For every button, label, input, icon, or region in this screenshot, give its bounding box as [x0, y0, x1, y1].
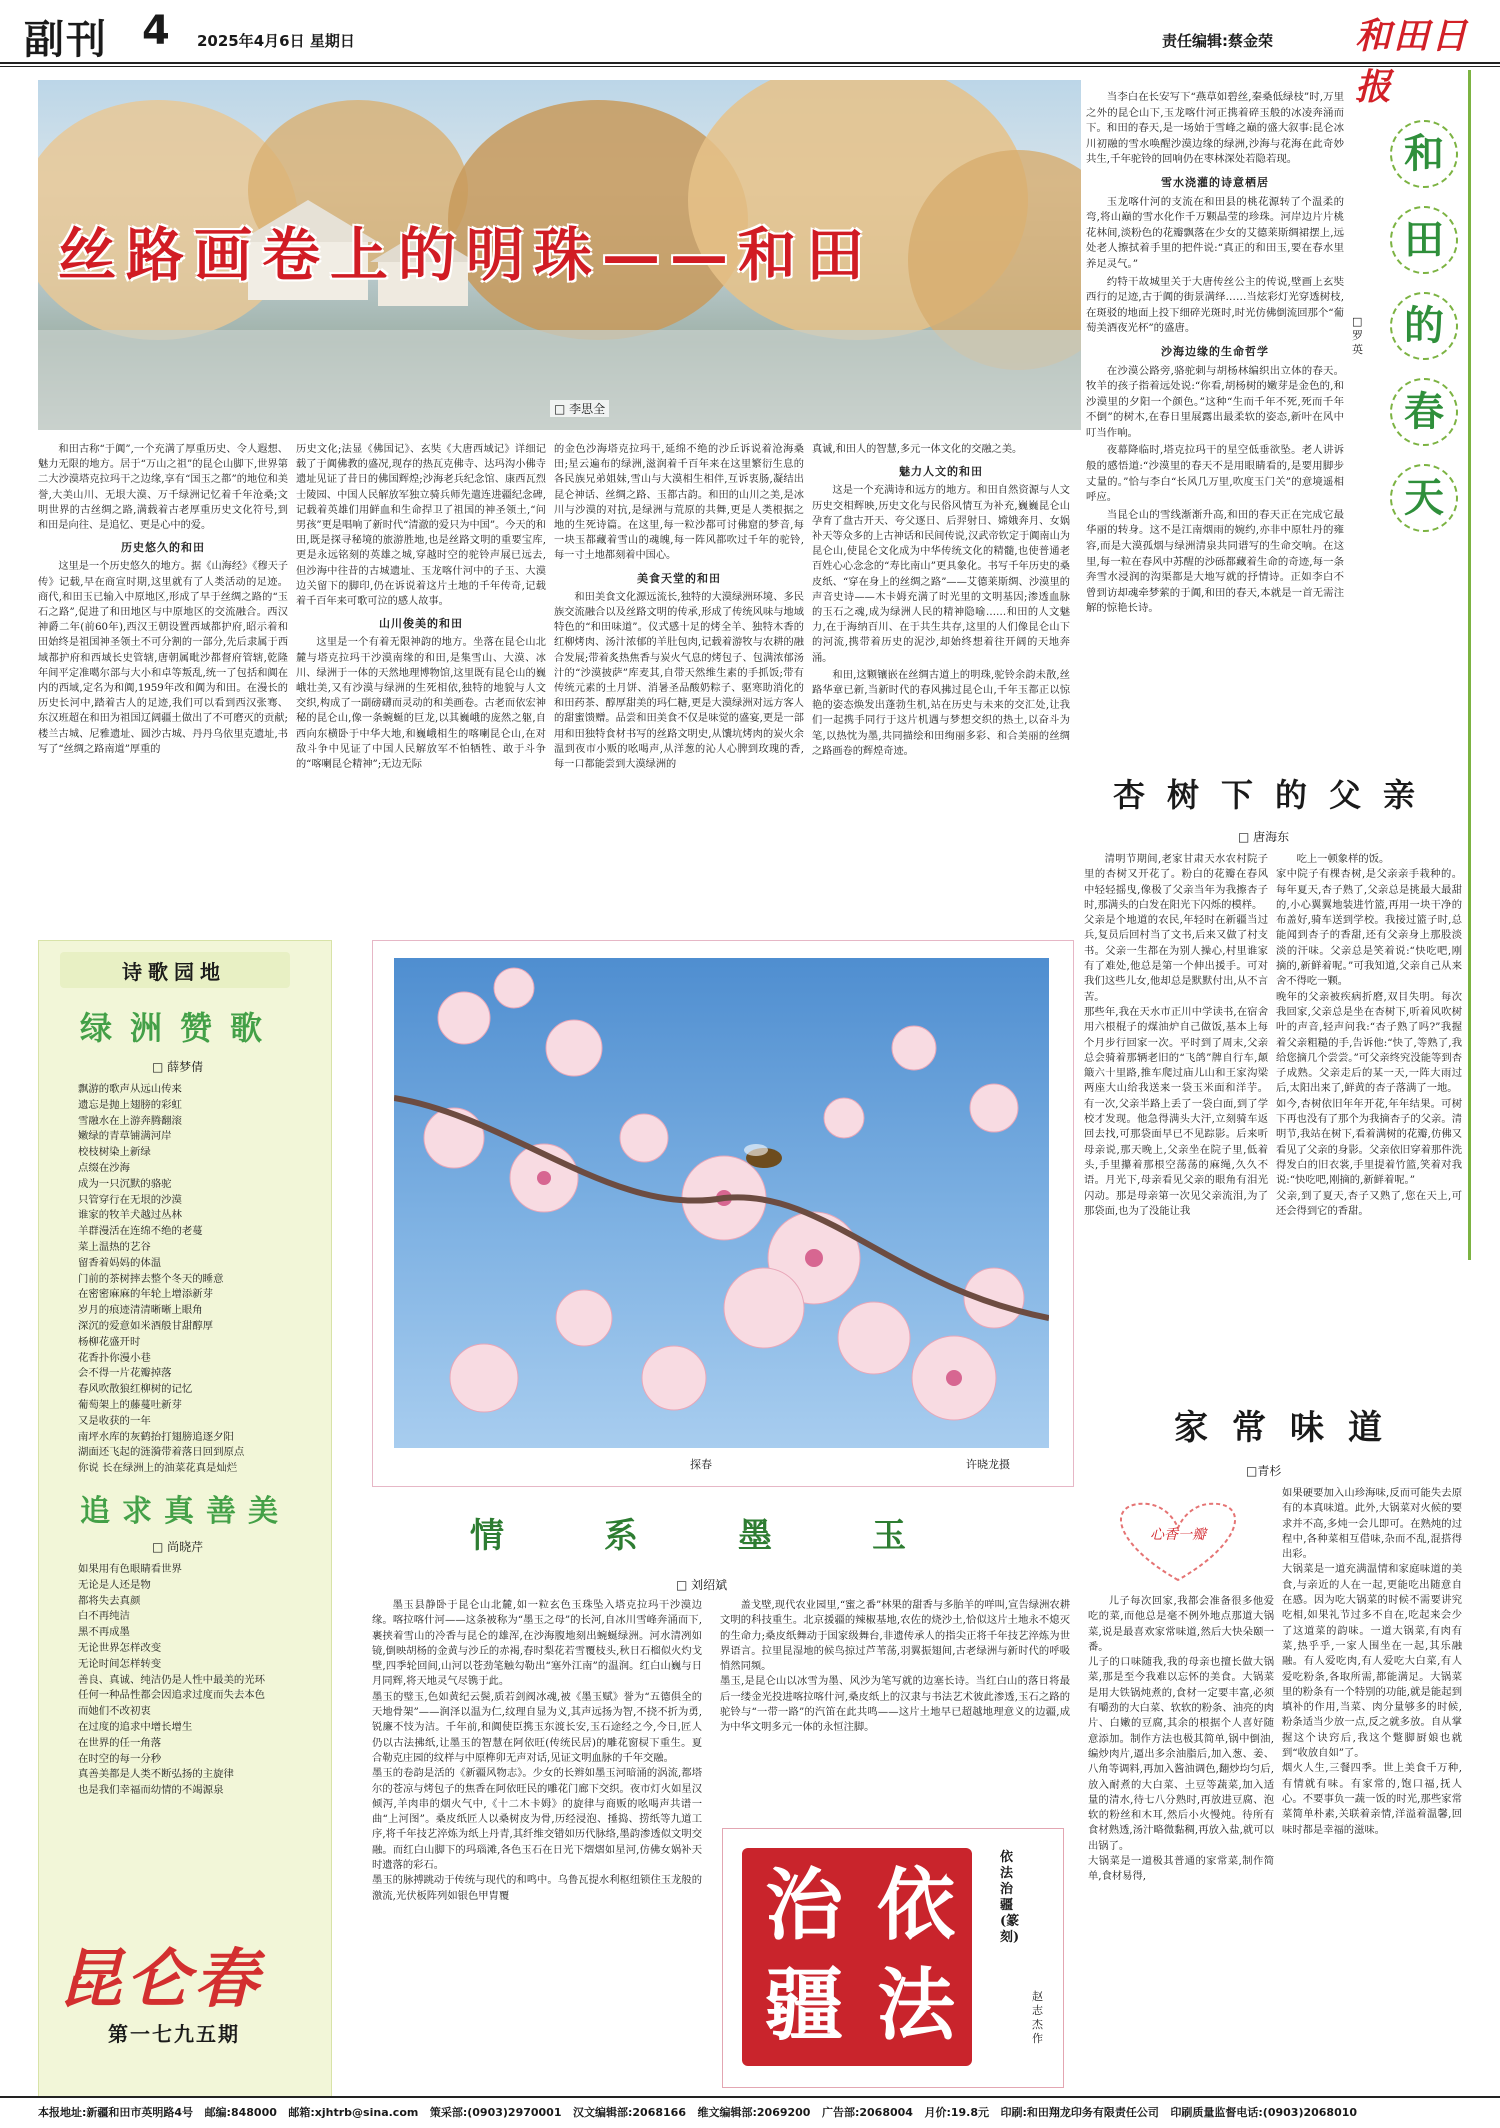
poem-line: 只管穿行在无垠的沙漠	[78, 1193, 182, 1206]
home-badge-text: 心香一瓣	[1150, 1527, 1206, 1543]
seal-char: 依	[876, 1860, 955, 1951]
poem-line: 你说 长在绿洲上的油菜花真是灿烂	[78, 1462, 238, 1475]
poem-line: 湖面还飞起的涟漪带着落日回到原点	[78, 1446, 245, 1459]
issue-number: 第一七九五期	[108, 2022, 240, 2046]
footer-tel1: 策采部:(0903)2970001	[429, 2106, 562, 2119]
poem-line: 黑不再成墨	[78, 1626, 130, 1639]
photo-credit: 许晓龙摄	[966, 1458, 1010, 1471]
jade-title-char: 情	[470, 1516, 504, 1556]
footer-printer: 印刷:和田翔龙印务有限责任公司	[1000, 2106, 1159, 2119]
blossom-photo	[394, 958, 1049, 1448]
father-title: 杏树下的父亲	[1112, 776, 1437, 814]
main-subhead-scenery: 山川俊美的和田	[379, 617, 463, 631]
footer-info	[38, 2104, 1468, 2120]
jade-col-right: 盖戈壁,现代农业园里,“蜜之番”林果的甜香与多胎羊的咩叫,宣告绿洲农耕文明的科技重生。北京援疆的辣椒基地,农佐的烧沙土,恰似这片土地永不熄灭的生命力;桑皮纸舞动于国家级舞台,非遗传承人的指尖正将千年技艺淬炼为世界语言。拉里昆湿地的候鸟掠过芦苇荡,羽翼振翅间,古老绿洲与新时代的呼吸悄然同频。 墨玉,是昆仑山以冰雪为墨、风沙为笔写就的边塞长诗。当红白山的落日将最后一缕金光投进喀拉喀什河,桑皮纸上的汉隶与书法艺术彼此渗透,玉石之路的驼铃与“一带一路”的汽笛在此共鸣——这片土地早已超越地理意义的边疆,成为中华文明多元一体的永恒注脚。	[720, 1599, 1070, 1734]
spring-article-text: 当李白在长安写下“燕草如碧丝,秦桑低绿枝”时,万里之外的昆仑山下,玉龙喀什河正携着碎玉般的冰凌奔涌而下。和田的春天,是一场始于雪峰之巅的盛大叙事:昆仑冰川初融的雪水唤醒沙漠边缘的绿洲,沙海与花海在此奇妙共生,千年驼铃的回响仍在枣林深处若隐若现。 雪水浇灌的诗意栖居 玉龙喀什河的支流在和田县的桃花源转了个温柔的弯,将山巅的雪水化作千万颗晶莹的珍珠。河岸边片片桃花林间,淡粉色的花瓣飘落在少女的艾德莱斯绸裙摆上,远处老人擦拭着手里的把件说:“真正的和田玉,要在春水里养足灵气。” 约特干故城里关于大唐传丝公主的传说,壁画上玄奘西行的足迹,古于阗的街景满绎……当炫彩灯光穿透树枝,在斑驳的地面上投下细碎光斑时,时光仿佛倒流回那个“葡萄美酒夜光杯”的盛唐。 沙海边缘的生命哲学 在沙漠公路旁,骆驼刺与胡杨林编织出立体的春天。牧羊的孩子指着远处说:“你看,胡杨树的嫩芽是金色的,和沙漠里的夕阳一个颜色。”这种“生而千年不死,死而千年不倒”的树木,在春日里展露出最柔软的姿态,新叶在风中叮当作响。 夜幕降临时,塔克拉玛干的星空低垂欲坠。老人讲诉般的感悟道:“沙漠里的春天不是用眼睛看的,是要用脚步丈量的。”恰与李白“长风几万里,吹度玉门关”的意境遥相呼应。 当昆仑山的雪线渐渐升高,和田的春天正在完成它最华丽的转身。这不是江南烟雨的婉约,亦非中原牡丹的雍容,而是大漠孤烟与绿洲清泉共同谱写的生命交响。在这里,每一粒在春风中苏醒的沙砾都藏着生命的奇迹,每一条奔雪水浸润的沟渠都是大地写就的抒情诗。正如李白不曾到访却魂牵梦萦的于阗,和田的春天,本就是一首无需注解的惊艳长诗。	[1086, 91, 1344, 615]
father-col-left: 清明节期间,老家甘肃天水农村院子里的杏树又开花了。粉白的花瓣在春风中轻轻摇曳,像极了父亲当年为我擦杏子时,那满头的白发在阳光下闪烁的模样。 父亲是个地道的农民,年轻时在新疆当过兵,复员后回村当了文书,后来又做了村支书。父亲一生都在为别人操心,村里谁家有了难处,他总是第一个伸出援手。可对我们这些儿女,他却总是默默付出,从不言苦。 那些年,我在天水市正川中学读书,在宿舍用六根棍子的煤油炉自己做饭,基本上每个月步行回家一次。平时到了周末,父亲总会骑着那辆老旧的“飞鸽”牌自行车,颠簸六十里路,推车爬过庙儿山和王家沟梁两座大山给我送来一袋玉米面和洋芋。有一次,父亲半路上丢了一袋白面,到了学校才发现。他急得满头大汗,立刻骑车返回去找,可那袋面早已不见踪影。后来听母亲说,那天晚上,父亲坐在院子里,低着头,手里攥着那根空荡荡的麻绳,久久不语。月光下,母亲看见父亲的眼角有泪光闪动。那是母亲第一次见父亲流泪,为了那袋面,也为了没能让我	[1084, 853, 1268, 1217]
spring-title-char: 的	[1390, 292, 1458, 360]
masthead	[0, 0, 1500, 108]
seal-caption: 依法治疆(篆刻)	[1000, 1850, 1020, 1945]
footer-tel2: 汉文编辑部:2068166	[573, 2106, 686, 2119]
spring-subhead-2: 沙海边缘的生命哲学	[1161, 344, 1269, 358]
spring-title-char: 田	[1390, 206, 1458, 274]
poem1-author: □ 薛梦倩	[152, 1060, 204, 1074]
footer-email: 邮箱:xjhtrb@sina.com	[288, 2106, 419, 2119]
jade-title-char: 墨	[738, 1516, 772, 1556]
main-article-col3: 的金色沙海塔克拉玛干,延绵不绝的沙丘诉说着沧海桑田;星云遍布的绿洲,滋润着千百年来在这里繁衍生息的各民族兄弟姐妹,雪山与大漠相生相伴,互诉衷肠,凝结出昆仑神话、丝绸之路、玉都古韵。和田的山川之美,是冰川与沙漠的对抗,是绿洲与荒原的共舞,更是人类根据之地的生死诗篇。在这里,每一粒沙都可讨佛窟的梦音,每一块玉都藏着雪山的魂魄,每一阵风都吹过千年的驼铃,每一寸土地都刻着中国心。 美食天堂的和田 和田美食文化源远流长,独特的大漠绿洲环境、多民族交流融合以及丝路文明的传承,形成了传统风味与地域特色的“和田味道”。仪式感十足的烤全羊、独特木香的红柳烤肉、汤汁浓郁的羊肚包肉,记载着游牧与农耕的融合发展;带着炙热焦香与炭火气息的烤包子、包满浓郁汤汁的“沙漠披萨”库麦其,自带天然维生素的手抓饭;带有传统元素的土月饼、消暑圣品酸奶粽子、驱寒助消化的和田药茶、醇厚甜美的玛仁糖,更是大漠绿洲对远方客人的甜蜜馈赠。品尝和田美食不仅是味觉的盛宴,更是一部用和田独特食材书写的丝路文明史,从馕坑烤肉的炭火余温到夜市小贩的吆喝声,从洋葱的沁人心脾到玫瑰的香,每一口都能尝到大漠绿洲的	[554, 444, 804, 771]
poem-line: 葡萄架上的藤蔓吐新芽	[78, 1398, 182, 1411]
jade-title-char: 玉	[872, 1516, 906, 1556]
poem2-body	[78, 1562, 318, 1799]
poem-line: 白不再纯洁	[78, 1610, 130, 1623]
footer-postcode: 邮编:848000	[204, 2106, 277, 2119]
poem-line: 飘游的歌声从远山传来	[78, 1083, 182, 1095]
poem-line: 点缀在沙海	[78, 1161, 130, 1174]
poem-line: 又是收获的一年	[78, 1414, 151, 1427]
poem-line: 任何一种品性都会因追求过度而失去本色	[78, 1689, 266, 1702]
poem-line: 真善美都是人类不断弘扬的主旋律	[78, 1768, 234, 1781]
main-subhead-food: 美食天堂的和田	[637, 571, 721, 585]
poem-line: 在时空的每一分秒	[78, 1752, 162, 1765]
seal-char: 治	[764, 1860, 843, 1951]
poem-line: 菜上温热的艺谷	[78, 1240, 151, 1253]
poem-line: 羊群漫活在连绵不绝的老蔓	[78, 1225, 203, 1238]
footer-price: 月价:19.8元	[924, 2106, 989, 2119]
poem-line: 雪融水在上游奔腾翻滚	[78, 1114, 182, 1127]
poem-line: 花香扑你漫小巷	[78, 1351, 151, 1364]
poem-line: 如果用有色眼睛看世界	[78, 1563, 182, 1575]
jade-title-char: 系	[604, 1516, 638, 1556]
spring-title	[1390, 120, 1460, 532]
poem-line: 杨柳花盛开时	[78, 1335, 141, 1348]
poem-line: 在过度的追求中增长增生	[78, 1720, 193, 1733]
poem-line: 成为一只沉默的骆驼	[78, 1177, 172, 1190]
father-author: □ 唐海东	[1238, 830, 1290, 844]
poem-line: 留香着妈妈的体温	[78, 1256, 162, 1269]
main-subhead-culture: 魅力人文的和田	[899, 465, 983, 479]
poem-line: 春风吹散狼红柳树的记忆	[78, 1383, 193, 1396]
poem1-title: 绿洲赞歌	[80, 1009, 281, 1047]
poem-line: 无论是人还是物	[78, 1578, 151, 1591]
home-author: □青杉	[1246, 1464, 1282, 1478]
footer-tel4: 广告部:2068004	[821, 2106, 913, 2119]
newspaper-logo: 和田日报	[1355, 15, 1470, 108]
poem2-title: 追求真善美	[80, 1494, 290, 1529]
seal-char: 疆	[764, 1960, 843, 2051]
seal-author: 赵志杰作	[1032, 1990, 1043, 2045]
main-article-col4: 真诚,和田人的智慧,多元一体文化的交融之美。 魅力人文的和田 这是一个充满诗和远方的地方。和田自然资源与人文历史交相辉映,历史文化与民俗风情互为补充,巍巍昆仑山孕育了盘古开天、夸父逐日、后羿射日、嫦娥奔月、女娲补天等众多的上古神话和民间传说,汉武帝钦定于阗南山为昆仑山,使昆仑文化成为中华传统文化的精髓,也使普通老百姓心心念念的“寿比南山”更具象化。书写千年历史的桑皮纸、“穿在身上的丝绸之路”——艾德莱斯绸、沙漠里的声音史诗——木卡姆充满了时光里的文明基因;渗透血脉的玉石之魂,成为绿洲人民的精神隐喻……和田的人文魅力,在于海纳百川、在于共生共存,这里的人们像昆仑山下的河流,携带着历史的泥沙,却始终想着往开阔的天地奔涌。 和田,这颗镶嵌在丝绸古道上的明珠,驼铃余韵未散,丝路华章已新,当新时代的春风拂过昆仑山,千年玉都正以惊艳的姿态焕发出蓬勃生机,站在历史与未来的交汇处,让我们一起携手同行于这片机遇与梦想交织的热土,以奋斗为笔,以热忱为墨,共同描绘和田绚丽多彩、和合美丽的丝绸之路画卷的辉煌奇迹。	[812, 444, 1070, 757]
poem-line: 遗忘是抛上翅膀的彩虹	[78, 1098, 182, 1111]
seal-stamp	[742, 1848, 972, 2066]
poem-line: 在密密麻麻的年轮上增添新芽	[78, 1288, 214, 1301]
poem-line: 校枝树染上新绿	[78, 1146, 151, 1159]
home-title: 家常味道	[1174, 1408, 1406, 1448]
poem-line: 善良、真诚、纯洁仍是人性中最美的光环	[78, 1673, 266, 1686]
spring-title-char: 天	[1390, 464, 1458, 532]
poem-line: 南坪水库的灰鹤抬打翅膀追逐夕阳	[78, 1430, 234, 1443]
footer-address: 本报地址:新疆和田市英明路4号	[38, 2106, 194, 2119]
main-subhead-history: 历史悠久的和田	[121, 541, 205, 555]
poem-line: 岁月的痕迹清清晰晰上眼角	[78, 1304, 203, 1317]
poem-line: 也是我们幸福而幼情的不竭源泉	[78, 1784, 224, 1797]
footer-tel3: 维文编辑部:2069200	[697, 2106, 811, 2119]
issue-date: 2025年4月6日 星期日	[197, 32, 355, 50]
poem1-body	[78, 1082, 318, 1477]
poem-line: 深沉的爱意如米酒般甘甜醇厚	[78, 1319, 214, 1332]
hero-photo	[38, 80, 1081, 430]
main-article-col1: 和田古称“于阗”,一个充满了厚重历史、令人遐想、魅力无限的地方。居于“万山之祖”的昆仑山脚下,世界第二大沙漠塔克拉玛干之边缘,享有“国玉之都”的地位和美誉,大美山川、无垠大漠、万千绿洲记忆着千年沧桑;文明世界的古丝绸之路,满载着古老厚重历史文化符号,到和田是向往、是追忆、更是心中的爱。 历史悠久的和田 这里是一个历史悠久的地方。据《山海经》《穆天子传》记载,早在商宣时期,这里就有了人类活动的足迹。商代,和田玉已输入中原地区,形成了早于丝绸之路的“玉石之路”,促进了和田地区与中原地区的交流融合。西汉神爵二年(前60年),西汉王朝设置西域都护府,昭示着和田始终是祖国神圣领土不可分割的一部分,先后隶属于西域都护府和西域长史管辖,唐朝属毗沙都督府管辖,乾隆年间平定准噶尔部与大小和卓等叛乱,统一了包括和阗在内的西域,定名为和阗,1959年改和阗为和田。在漫长的历史长河中,踏着古人的足迹,我们可以看到西汉张骞、东汉班超在和田为祖国辽阔疆土做出了不可磨灭的贡献;楼兰古城、尼雅遗址、圆沙古城、丹丹乌依里克遗址,书写了“丝绸之路南道”厚重的	[38, 444, 288, 755]
main-article-title: 丝路画卷上的明珠——和田	[58, 221, 875, 289]
poem2-author: □ 尚晓芹	[152, 1540, 204, 1554]
page-number: 4	[142, 8, 170, 54]
photo-caption: 探春	[690, 1458, 712, 1471]
home-col-right: 如果硬要加入山珍海味,反而可能失去原有的本真味道。此外,大锅菜对火候的要求并不高,多炖一会儿即可。在熟炖的过程中,各种菜相互借味,杂而不乱,混搭得出彩。 大锅菜是一道充满温情和家庭味道的美食,与亲近的人在一起,更能吃出随意自在感。因为吃大锅菜的时候不需要讲究吃相,如果礼节过多不自在,吃起来会少了这道菜的韵味。一道大锅菜,有肉有菜,热乎乎,一家人围坐在一起,其乐融融。有人爱吃肉,有人爱吃大白菜,有人爱吃粉条,各取所需,都能满足。大锅菜里的粉条有一个特别的功能,就是能起到填补的作用,当菜、肉分量够多的时候,粉条适当少放一点,反之就多放。自从掌握这个诀窍后,我这个蹩脚厨娘也就到“收放自如”了。 烟火人生,三餐四季。世上美食千万种,有情就有味。有家常的,饱口福,抚人心。不要事负一蔬一饭的时光,那些家常菜简单朴素,关联着亲情,洋溢着温馨,回味时都是幸福的滋味。	[1282, 1487, 1462, 1836]
poem-line: 而她们不改初衷	[78, 1705, 151, 1718]
poem-line: 在世界的任一角落	[78, 1736, 162, 1749]
section-name: 副刊	[24, 16, 108, 63]
father-col-right: 吃上一顿象样的饭。 家中院子有棵杏树,是父亲亲手栽种的。每年夏天,杏子熟了,父亲总是挑最大最甜的,小心翼翼地装进竹篮,再用一块干净的布盖好,骑车送到学校。我接过篮子时,总能闻到杏子的香甜,还有父亲身上那股淡淡的汗味。父亲总是笑着说:“快吃吧,刚摘的,新鲜着呢。”可我知道,父亲自己从来舍不得吃一颗。 晚年的父亲被疾病折磨,双目失明。每次我回家,父亲总是坐在杏树下,听着风吹树叶的声音,轻声问我:“杏子熟了吗?”我握着父亲粗糙的手,告诉他:“快了,等熟了,我给您摘几个尝尝。”可父亲终究没能等到杏子成熟。父亲走后的某一天,一阵大雨过后,太阳出来了,鲜黄的杏子落满了一地。 如今,杏树依旧年年开花,年年结果。可树下再也没有了那个为我摘杏子的父亲。清明节,我站在树下,看着满树的花瓣,仿佛又看见了父亲的身影。父亲依旧穿着那件洗得发白的旧衣裳,手里提着竹篮,笑着对我说:“快吃吧,刚摘的,新鲜着呢。” 父亲,到了夏天,杏子又熟了,您在天上,可还会得到它的香甜。	[1276, 853, 1462, 1217]
spring-title-char: 春	[1390, 378, 1458, 446]
main-author: □ 李思全	[550, 400, 609, 417]
poem-line: 无论世界怎样改变	[78, 1641, 162, 1654]
poetry-garden-heading: 诗歌园地	[60, 952, 290, 988]
spring-title-char: 和	[1390, 120, 1458, 188]
spring-border-right	[1468, 70, 1471, 1260]
poem-line: 会不得一片花瓣掉落	[78, 1367, 172, 1380]
home-col-left: 儿子每次回家,我都会准备很多他爱吃的菜,而他总是毫不例外地点那道大锅菜,说是最喜欢家常味道,然后大快朵颐一番。 儿子的口味随我,我的母亲也擅长做大锅菜,那是至今我难以忘怀的美食。大锅菜是用大铁锅炖煮的,食材一定要丰富,必须有嚼劲的大白菜、软软的粉条、油亮的肉片、白嫩的豆腐,其余的根据个人喜好随意添加。制作方法也极其简单,锅中倒油,编炒肉片,逼出多余油脂后,加入葱、姜、八角等调料,再加入酱油调色,翻炒均匀后,放入耐煮的大白菜、土豆等蔬菜,加入适量的清水,待七八分熟时,再放进豆腐、泡软的粉丝和木耳,然后小火慢炖。待所有食材熟透,汤汁略微黏稠,再放入盐,就可以出锅了。 大锅菜是一道极其普通的家常菜,制作简单,食材易得,	[1088, 1595, 1274, 1883]
poem-line: 门前的茶树摔去整个冬天的睡意	[78, 1272, 224, 1285]
poem-line: 嫩绿的青草铺满河岸	[78, 1130, 172, 1143]
poem-line: 都将失去真颜	[78, 1594, 141, 1607]
editor-credit: 责任编辑:蔡金荣	[1162, 32, 1273, 50]
footer-complaint: 印刷质量监督电话:(0903)2068010	[1170, 2106, 1358, 2119]
spring-subhead-1: 雪水浇灌的诗意栖居	[1161, 175, 1269, 189]
kunlun-spring-title: 昆仑春	[58, 1942, 262, 2017]
poem-line: 谁家的牧羊犬越过丛林	[78, 1209, 182, 1222]
poem-line: 无论时间怎样转变	[78, 1657, 162, 1670]
seal-char: 法	[876, 1960, 955, 2051]
home-badge	[1088, 1488, 1268, 1588]
jade-col-left: 墨玉县静卧于昆仑山北麓,如一粒玄色玉珠坠入塔克拉玛干沙漠边缘。喀拉喀什河——这条被称为“墨玉之母”的长河,自冰川雪峰奔涌而下,裹挟着雪山的冷香与昆仑的雄浑,在沙海腹地刻出蜿蜒绿洲。河水清冽如镜,倒映胡杨的金黄与沙丘的赤褐,春时梨花若雪覆枝头,秋日石榴似火灼戈壁,四季轮回间,山河以苍劲笔触勾勒出“塞外江南”的温润。红白山巍与日月同辉,将天地灵气尽镌于此。 墨玉的璧玉,色如黄纪云鬓,质若剑阀冰魂,被《墨玉赋》誉为“五德俱全的天地骨架”——润泽以温为仁,纹理自显为义,其声远扬为智,不挠不折为勇,锐廉不忮为洁。千年前,和阗使臣携玉东渡长安,玉石途经之今,今日,匠人仍以古法拂纸,让墨玉的智慧在阿依旺(传统民居)的雕花窗棂下重生。夏合勒克庄园的纹样与中原榫卯无声对话,见证文明血脉的千年交融。 墨玉的卷韵是活的《新疆风物志》。少女的长辫如墨玉河暗涌的涡流,都塔尔的苍凉与烤包子的焦香在阿依旺民的雕花门廊下交织。夜市灯火如星汉倾泻,羊肉串的烟火气中,《十二木卡姆》的旋律与商贩的吆喝声共谱一曲“上河图”。桑皮纸匠人以桑树皮为骨,历经浸泡、捶捣、捞纸等九道工序,将千年技艺淬炼为纸上丹青,其纤维交错如历代脉络,墨韵渗透似文明交融。而红白山脚下的玛瑙滩,各色玉石在日光下熠熠如星河,仿佛女娲补天时遗落的彩石。 墨玉的脉搏跳动于传统与现代的和鸣中。乌鲁瓦提水利枢纽锁住玉龙般的激流,光伏板阵列如银色甲胄覆	[372, 1599, 702, 1902]
jade-author: □ 刘绍斌	[676, 1578, 728, 1592]
spring-author: □ 罗英	[1352, 315, 1363, 356]
main-article-col2: 历史文化;法显《佛国记》、玄奘《大唐西域记》详细记载了于阗佛教的盛况,现存的热瓦克佛寺、达玛沟小佛寺遗址见证了昔日的佛国辉煌;沙海老兵纪念馆、康西瓦烈士陵园、中国人民解放军独立骑兵师先遣连进疆纪念碑,记载着英雄们用鲜血和生命捍卫了祖国的神圣领土,“问男孩”更是唱响了新时代“清澈的爱只为中国”。今天的和田,既是探寻秘境的旅游胜地,也是丝路文明的重要宝库,更是永远铭刻的英雄之城,穿越时空的驼铃声展已远去,但沙海中往昔的古城遗址、玉龙喀什河中的子玉、大漠边关留下的脚印,仍在诉说着这片土地的千年传奇,记载着千百年来可歌可泣的感人故事。 山川俊美的和田 这里是一个有着无限神韵的地方。坐落在昆仑山北麓与塔克拉玛干沙漠南缘的和田,是集雪山、大漠、冰川、绿洲于一体的天然地理博物馆,这里既有昆仑山的巍峨壮美,又有沙漠与绿洲的生死相依,独特的地貌与人文交织,构成了一副磅礴而灵动的和美画卷。古老而依宏神秘的昆仑山,像一条蜿蜒的巨龙,以其巍峨的庞然之躯,自西向东横卧于中华大地,和巍峨相生的喀喇昆仑山,在对敌斗争中见证了中国人民解放军不怕牺牲、敢于斗争的“喀喇昆仑精神”;无边无际	[296, 444, 546, 771]
